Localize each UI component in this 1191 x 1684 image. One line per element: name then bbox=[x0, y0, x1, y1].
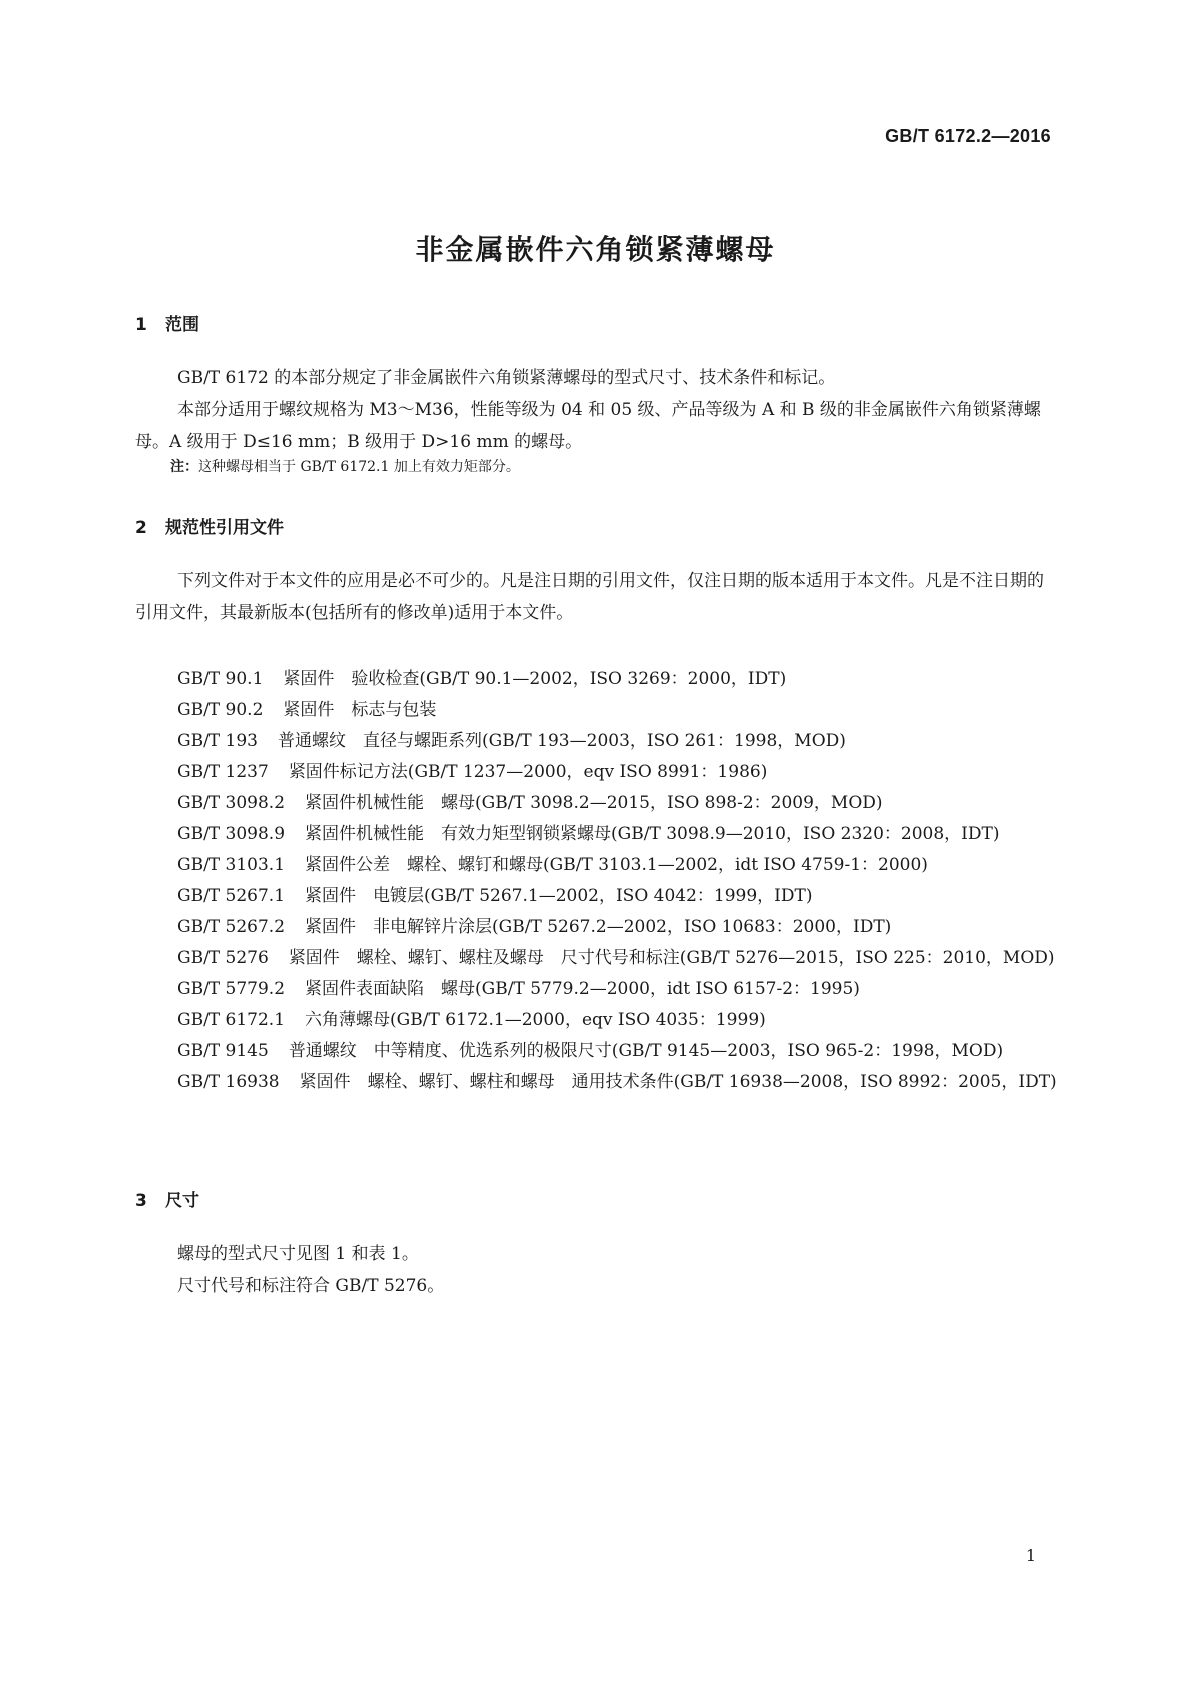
reference-title: 六角薄螺母(GB/T 6172.1—2000，eqv ISO 4035：1999) bbox=[305, 1010, 766, 1030]
reference-title: 紧固件 验收检查(GB/T 90.1—2002，ISO 3269：2000，IDT) bbox=[283, 669, 787, 689]
reference-code: GB/T 5267.1 bbox=[177, 886, 286, 906]
references-intro-text: 下列文件对于本文件的应用是必不可少的。凡是注日期的引用文件，仅注日期的版本适用于本文件。凡是不注日期的引用文件，其最新版本(包括所有的修改单)适用于本文件。 bbox=[135, 571, 1044, 623]
note-label: 注： bbox=[170, 459, 198, 475]
reference-title: 紧固件 螺栓、螺钉、螺柱及螺母 尺寸代号和标注(GB/T 5276—2015，ISO 225：2010，MOD) bbox=[288, 948, 1055, 968]
page-number: 1 bbox=[1025, 1546, 1036, 1565]
section-title: 尺寸 bbox=[165, 1191, 199, 1211]
reference-code: GB/T 1237 bbox=[177, 762, 269, 782]
standard-number: GB/T 6172.2—2016 bbox=[885, 126, 1051, 146]
references-intro bbox=[135, 565, 1060, 629]
reference-title: 紧固件公差 螺栓、螺钉和螺母(GB/T 3103.1—2002，idt ISO 4759-1：2000) bbox=[305, 855, 928, 875]
reference-item bbox=[135, 726, 1060, 757]
reference-item bbox=[135, 695, 1060, 726]
reference-code: GB/T 90.2 bbox=[177, 700, 264, 720]
reference-title: 普通螺纹 中等精度、优选系列的极限尺寸(GB/T 9145—2003，ISO 965-2：1998，MOD) bbox=[288, 1041, 1004, 1061]
scope-text-1: GB/T 6172 的本部分规定了非金属嵌件六角锁紧薄螺母的型式尺寸、技术条件和标记。 bbox=[177, 368, 836, 388]
reference-code: GB/T 5779.2 bbox=[177, 979, 286, 999]
reference-title: 紧固件标记方法(GB/T 1237—2000，eqv ISO 8991：1986) bbox=[288, 762, 768, 782]
reference-item bbox=[135, 1067, 1060, 1098]
reference-item bbox=[135, 881, 1060, 912]
reference-title: 紧固件 标志与包装 bbox=[283, 700, 437, 720]
section-number: 2 bbox=[135, 518, 147, 538]
reference-item bbox=[135, 819, 1060, 850]
reference-item bbox=[135, 1036, 1060, 1067]
dimensions-paragraph-2 bbox=[135, 1270, 1060, 1302]
note-text: 这种螺母相当于 GB/T 6172.1 加上有效力矩部分。 bbox=[198, 459, 520, 475]
reference-code: GB/T 3098.2 bbox=[177, 793, 286, 813]
reference-code: GB/T 193 bbox=[177, 731, 258, 751]
reference-item bbox=[135, 943, 1060, 974]
reference-item bbox=[135, 1005, 1060, 1036]
reference-item bbox=[135, 757, 1060, 788]
reference-title: 普通螺纹 直径与螺距系列(GB/T 193—2003，ISO 261：1998，MOD) bbox=[278, 731, 846, 751]
scope-note bbox=[170, 456, 520, 476]
document-title: 非金属嵌件六角锁紧薄螺母 bbox=[415, 233, 776, 266]
section-1-heading bbox=[135, 310, 199, 335]
section-3-heading bbox=[135, 1186, 199, 1211]
reference-code: GB/T 3098.9 bbox=[177, 824, 286, 844]
reference-code: GB/T 16938 bbox=[177, 1072, 280, 1092]
scope-text-2: 本部分适用于螺纹规格为 M3～M36，性能等级为 04 和 05 级、产品等级为 A 和 B 级的非金属嵌件六角锁紧薄螺母。A 级用于 D≤16 mm；B 级用于 D>16 mm 的螺母。 bbox=[135, 400, 1041, 452]
reference-list bbox=[135, 664, 1060, 1098]
reference-title: 紧固件 电镀层(GB/T 5267.1—2002，ISO 4042：1999，IDT) bbox=[305, 886, 813, 906]
reference-item bbox=[135, 974, 1060, 1005]
reference-code: GB/T 6172.1 bbox=[177, 1010, 286, 1030]
reference-title: 紧固件机械性能 有效力矩型钢锁紧螺母(GB/T 3098.9—2010，ISO 2320：2008，IDT) bbox=[305, 824, 1000, 844]
scope-paragraph-1 bbox=[135, 362, 1060, 394]
reference-item bbox=[135, 912, 1060, 943]
reference-item bbox=[135, 664, 1060, 695]
reference-code: GB/T 5267.2 bbox=[177, 917, 286, 937]
section-number: 3 bbox=[135, 1191, 147, 1211]
reference-title: 紧固件表面缺陷 螺母(GB/T 5779.2—2000，idt ISO 6157-2：1995) bbox=[305, 979, 860, 999]
dimensions-text-1: 螺母的型式尺寸见图 1 和表 1。 bbox=[177, 1244, 419, 1264]
reference-title: 紧固件 螺栓、螺钉、螺柱和螺母 通用技术条件(GB/T 16938—2008，ISO 8992：2005，IDT) bbox=[299, 1072, 1057, 1092]
scope-paragraph-2 bbox=[135, 394, 1060, 458]
section-title: 规范性引用文件 bbox=[165, 518, 284, 538]
dimensions-paragraph-1 bbox=[135, 1238, 1060, 1270]
reference-code: GB/T 5276 bbox=[177, 948, 269, 968]
reference-item bbox=[135, 788, 1060, 819]
section-2-heading bbox=[135, 513, 284, 538]
reference-title: 紧固件机械性能 螺母(GB/T 3098.2—2015，ISO 898-2：2009，MOD) bbox=[305, 793, 883, 813]
reference-code: GB/T 9145 bbox=[177, 1041, 269, 1061]
dimensions-text-2: 尺寸代号和标注符合 GB/T 5276。 bbox=[177, 1276, 445, 1296]
section-number: 1 bbox=[135, 315, 147, 335]
reference-code: GB/T 3103.1 bbox=[177, 855, 286, 875]
reference-title: 紧固件 非电解锌片涂层(GB/T 5267.2—2002，ISO 10683：2000，IDT) bbox=[305, 917, 892, 937]
reference-code: GB/T 90.1 bbox=[177, 669, 264, 689]
section-title: 范围 bbox=[165, 315, 199, 335]
reference-item bbox=[135, 850, 1060, 881]
